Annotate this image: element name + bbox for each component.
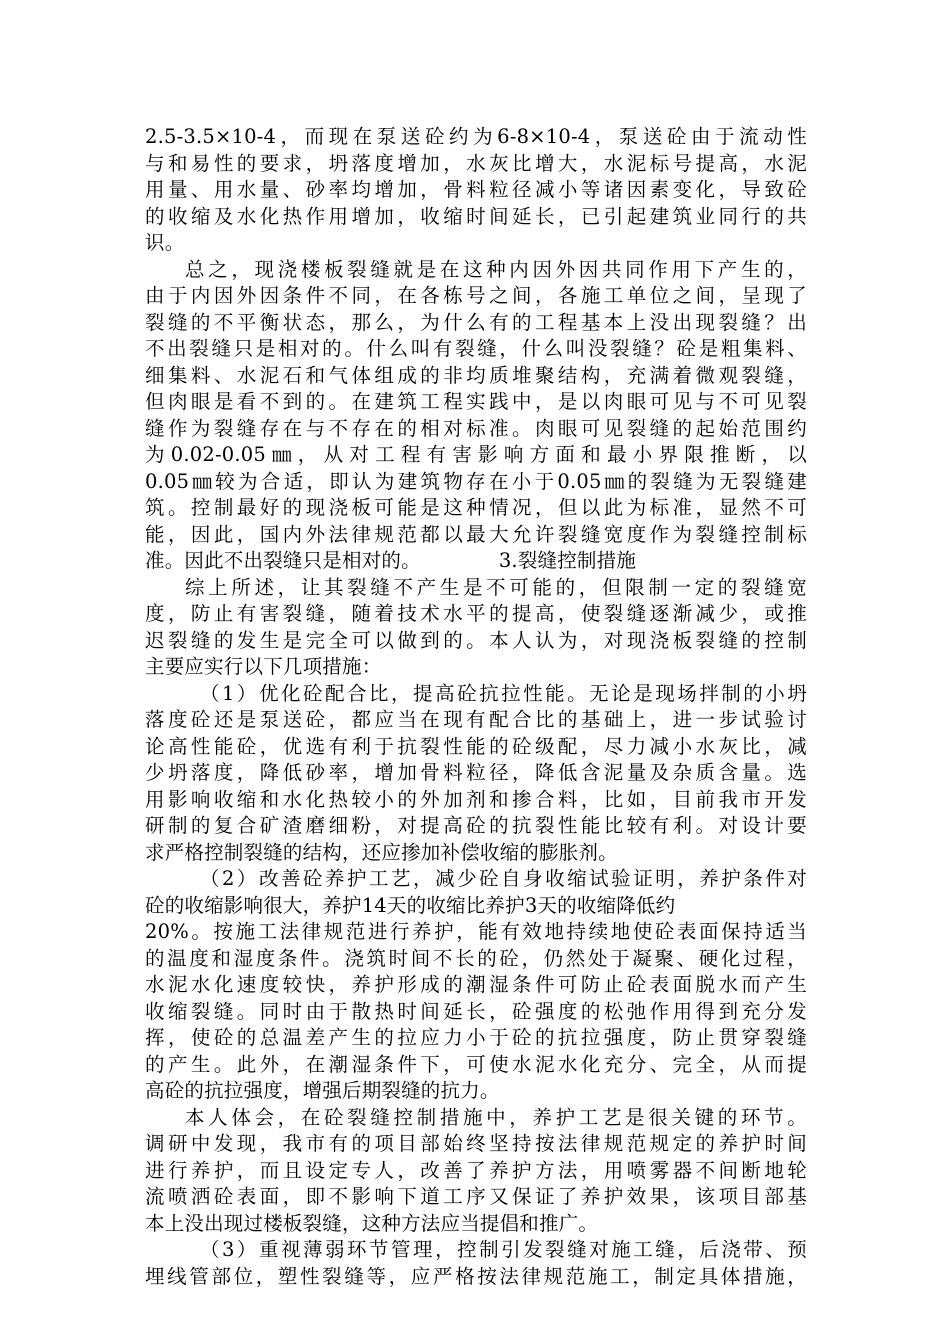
paragraph (145, 1105, 807, 1238)
text-line: 少坍落度，降低砂率，增加骨料粒径，降低含泥量及杂质含量。选 (145, 761, 807, 784)
text-line: 的产生。此外，在潮湿条件下，可使水泥水化充分、完全，从而提 (145, 1052, 807, 1076)
text-line: 20%。按施工法律规范进行养护，能有效地持续地使砼表面保持适当 (145, 920, 807, 943)
text-line: 由于内因外因条件不同，在各栋号之间，各施工单位之间，呈现了 (145, 284, 807, 307)
text-line: 的温度和湿度条件。浇筑时间不长的砼，仍然处于凝聚、硬化过程， (145, 946, 807, 970)
text-line: 0.05㎜较为合适，即认为建筑物存在小于0.05㎜的裂缝为无裂缝建 (145, 469, 807, 493)
section-heading: 3.裂缝控制措施 (498, 549, 637, 572)
text-line: 2.5-3.5×10-4，而现在泵送砼约为6-8×10-4，泵送砼由于流动性 (145, 125, 807, 148)
text-line: 与和易性的要求，坍落度增加，水灰比增大，水泥标号提高，水泥 (145, 151, 807, 175)
text-line: 求严格控制裂缝的结构，还应掺加补偿收缩的膨胀剂。 (145, 840, 618, 864)
text-line: （2）改善砼养护工艺，减少砼自身收缩试验证明，养护条件对 (200, 867, 807, 890)
text-line: （3）重视薄弱环节管理，控制引发裂缝对施工缝，后浇带、预 (200, 1238, 807, 1261)
text-line: 砼的收缩影响很大，养护14天的收缩比养护3天的收缩降低约 (145, 893, 676, 917)
text-line (145, 548, 807, 575)
text-line: 埋线管部位，塑性裂缝等，应严格按法律规范施工，制定具体措施， (145, 1264, 807, 1288)
text-line: 的收缩及水化热作用增加，收缩时间延长，已引起建筑业同行的共 (145, 204, 807, 228)
text-line: （1）优化砼配合比，提高砼抗拉性能。无论是现场拌制的小坍 (200, 681, 807, 705)
text-line: 主要应实行以下几项措施： (145, 655, 382, 678)
document-page (145, 124, 807, 1290)
text-line: 筑。控制最好的现浇板可能是这种情况，但以此为标准，显然不可 (145, 496, 807, 519)
text-line: 挥，使砼的总温差产生的拉应力小于砼的抗拉强度，防止贯穿裂缝 (145, 1026, 807, 1049)
text-line: 研制的复合矿渣磨细粉，对提高砼的抗裂性能比较有利。对设计要 (145, 814, 807, 837)
text-line: 流喷洒砼表面，即不影响下道工序又保证了养护效果，该项目部基 (145, 1185, 807, 1208)
text-line: 识。 (145, 231, 185, 254)
paragraph (145, 257, 807, 575)
text-span: 准。因此不出裂缝只是相对的。 (145, 549, 421, 572)
text-line: 迟裂缝的发生是完全可以做到的。本人认为，对现浇板裂缝的控制 (145, 628, 807, 652)
text-line: 用影响收缩和水化热较小的外加剂和掺合料，比如，目前我市开发 (145, 787, 807, 811)
text-line: 缝作为裂缝存在与不存在的相对标准。肉眼可见裂缝的起始范围约 (145, 416, 807, 440)
text-line: 本上没出现过楼板裂缝，这种方法应当提倡和推广。 (145, 1211, 599, 1235)
text-line: 裂缝的不平衡状态，那么，为什么有的工程基本上没出现裂缝？出 (145, 310, 807, 334)
text-line: 调研中发现，我市有的项目部始终坚持按法律规范规定的养护时间 (145, 1132, 807, 1155)
text-line: 但肉眼是看不到的。在建筑工程实践中，是以肉眼可见与不可见裂 (145, 390, 807, 413)
paragraph (145, 1237, 807, 1290)
text-line: 收缩裂缝。同时由于散热时间延长，砼强度的松弛作用得到充分发 (145, 999, 807, 1023)
paragraph (145, 575, 807, 681)
text-line: 细集料、水泥石和气体组成的非均质堆聚结构，充满着微观裂缝， (145, 363, 807, 387)
paragraph (145, 681, 807, 867)
text-line: 本人体会，在砼裂缝控制措施中，养护工艺是很关键的环节。 (185, 1105, 807, 1129)
text-line: 水泥水化速度较快，养护形成的潮湿条件可防止砼表面脱水而产生 (145, 973, 807, 996)
text-line: 综上所述，让其裂缝不产生是不可能的，但限制一定的裂缝宽 (185, 575, 807, 599)
text-line: 度，防止有害裂缝，随着技术水平的提高，使裂缝逐渐减少，或推 (145, 602, 807, 625)
text-line: 高砼的抗拉强度，增强后期裂缝的抗力。 (145, 1079, 500, 1102)
text-line: 论高性能砼，优选有利于抗裂性能的砼级配，尽力减小水灰比，减 (145, 734, 807, 758)
text-line: 落度砼还是泵送砼，都应当在现有配合比的基础上，进一步试验讨 (145, 708, 807, 731)
text-line: 总之，现浇楼板裂缝就是在这种内因外因共同作用下产生的， (185, 257, 807, 281)
text-line: 进行养护，而且设定专人，改善了养护方法，用喷雾器不间断地轮 (145, 1158, 807, 1182)
text-line: 不出裂缝只是相对的。什么叫有裂缝，什么叫没裂缝？砼是粗集料、 (145, 337, 807, 360)
text-line: 用量、用水量、砂率均增加，骨料粒径减小等诸因素变化，导致砼 (145, 178, 807, 201)
text-line: 为0.02-0.05㎜，从对工程有害影响方面和最小界限推断，以 (145, 443, 807, 466)
paragraph (145, 866, 807, 1105)
text-line: 能，因此，国内外法律规范都以最大允许裂缝宽度作为裂缝控制标 (145, 522, 807, 546)
paragraph (145, 124, 807, 257)
